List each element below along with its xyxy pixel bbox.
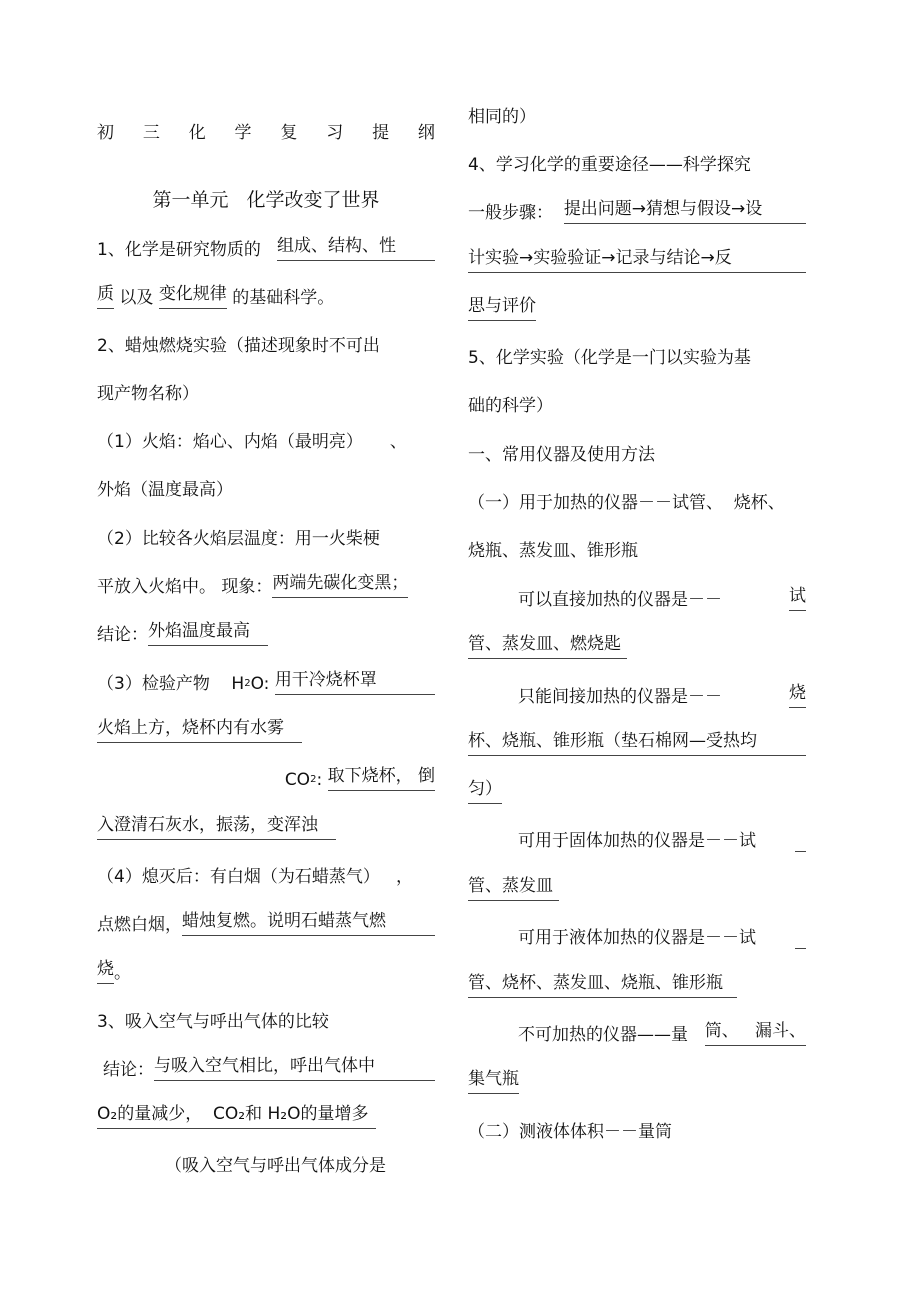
answer: 集气瓶 — [468, 1068, 519, 1094]
text-line — [97, 379, 435, 405]
text: 一、常用仪器及使用方法 — [468, 445, 655, 465]
text-line — [97, 910, 435, 936]
text-line — [468, 488, 806, 514]
title-char: 学 — [234, 123, 252, 143]
text: （1）火焰：焰心、内焰（最明亮） 、 — [97, 432, 407, 452]
answer: 烧 — [789, 682, 806, 708]
answer: 取下烧杯， 倒 — [328, 765, 435, 791]
answer: 变化规律 — [159, 283, 227, 309]
title-char: 三 — [142, 123, 160, 143]
text: 可用于液体加热的仪器是－－试 — [518, 928, 756, 948]
text-line — [468, 826, 806, 852]
text-line — [97, 475, 435, 501]
text-line — [468, 295, 806, 321]
answer: 用干冷烧杯罩 — [275, 669, 435, 695]
text-line — [468, 150, 806, 176]
title-char: 初 — [97, 123, 114, 143]
text: （二）测液体体积－－量筒 — [468, 1122, 672, 1142]
text: 。 — [114, 963, 131, 983]
text: 以及 — [114, 288, 159, 308]
answer: 入澄清石灰水，振荡，变浑浊 — [97, 814, 336, 840]
text: CO — [284, 770, 311, 790]
text-line — [97, 620, 435, 646]
title-char: 化 — [188, 123, 206, 143]
text: 一般步骤： — [468, 203, 564, 223]
text-line — [97, 862, 435, 888]
answer: 试 — [789, 585, 806, 611]
text: （一）用于加热的仪器－－试管、 烧杯、 — [468, 493, 785, 513]
answer: 管、烧杯、蒸发皿、烧瓶、锥形瓶 — [468, 972, 737, 998]
text: 只能间接加热的仪器是－－ — [518, 687, 722, 707]
answer: 杯、烧瓶、锥形瓶（垫石棉网—受热均 — [468, 730, 806, 756]
answer: 提出问题→猜想与假设→设 — [564, 198, 806, 224]
text-line — [468, 102, 806, 128]
text-line — [468, 730, 806, 756]
text: : — [316, 770, 328, 790]
text: 1、化学是研究物质的 — [97, 240, 278, 260]
text: 外焰（温度最高） — [97, 480, 233, 500]
text-line — [468, 923, 806, 949]
title-char: 纲 — [417, 123, 435, 143]
text: 平放入火焰中。 现象： — [97, 577, 273, 597]
text: 现产物名称） — [97, 384, 199, 404]
text-line — [97, 1103, 435, 1129]
text-line — [97, 283, 435, 309]
text: （4）熄灭后：有白烟（为石蜡蒸气） ， — [97, 867, 414, 887]
title-char: 提 — [372, 123, 390, 143]
answer: 质 — [97, 283, 114, 309]
text-line — [468, 343, 806, 369]
text: 5、化学实验（化学是一门以实验为基 — [468, 348, 751, 368]
document-title — [97, 118, 435, 144]
text-line — [97, 669, 435, 695]
text-line — [468, 682, 806, 708]
text: 结论： — [103, 1060, 154, 1080]
answer: O₂的量减少， CO₂和 H₂O的量增多 — [97, 1103, 376, 1129]
text: （2）比较各火焰层温度：用一火柴梗 — [97, 529, 380, 549]
answer: 两端先碳化变黑； — [272, 572, 408, 598]
text: 不可加热的仪器——量 — [518, 1025, 688, 1045]
text: 3、吸入空气与呼出气体的比较 — [97, 1012, 329, 1032]
text: 可以直接加热的仪器是－－ — [518, 590, 722, 610]
text: 结论： — [97, 625, 148, 645]
text-line — [97, 331, 435, 357]
title-char: 习 — [326, 123, 344, 143]
subscript: 2 — [244, 678, 251, 689]
text-line — [468, 536, 806, 562]
text: （3）检验产物 H — [97, 674, 245, 694]
text: 可用于固体加热的仪器是－－试 — [518, 831, 756, 851]
text-line — [468, 1117, 806, 1143]
text-line — [468, 875, 806, 901]
text: （吸入空气与呼出气体成分是 — [165, 1156, 386, 1176]
answer: 筒、 漏斗、 — [705, 1020, 806, 1046]
text-line — [468, 972, 806, 998]
text-line — [468, 198, 806, 224]
text-line — [468, 247, 806, 273]
text: 的基础科学。 — [226, 288, 335, 308]
subscript: 2 — [310, 774, 317, 785]
text: 相同的） — [468, 107, 536, 127]
text-line — [97, 1151, 435, 1177]
text: 点燃白烟， — [97, 915, 182, 935]
answer: 思与评价 — [468, 295, 536, 321]
text-line — [97, 765, 435, 791]
text: O: — [250, 674, 275, 694]
text: 2、蜡烛燃烧实验（描述现象时不可出 — [97, 336, 380, 356]
answer: 管、蒸发皿 — [468, 875, 559, 901]
unit-title: 第一单元 化学改变了世界 — [152, 189, 380, 211]
text-line — [97, 1055, 435, 1081]
text-line — [468, 585, 806, 611]
text: 础的科学） — [468, 396, 553, 416]
text-line — [97, 235, 435, 261]
title-char: 复 — [280, 123, 298, 143]
text-line — [97, 1007, 435, 1033]
answer: 外焰温度最高 — [148, 620, 268, 646]
text-line — [468, 778, 806, 804]
answer: 匀） — [468, 778, 502, 804]
text-line — [468, 440, 806, 466]
answer — [795, 826, 806, 852]
answer — [795, 923, 806, 949]
answer: 火焰上方，烧杯内有水雾 — [97, 717, 302, 743]
answer: 烧 — [97, 958, 114, 984]
text-line — [468, 1068, 806, 1094]
text-line — [97, 958, 435, 984]
text-line — [97, 717, 435, 743]
text-line — [468, 633, 806, 659]
text-line — [97, 524, 435, 550]
answer: 蜡烛复燃。说明石蜡蒸气燃 — [182, 910, 435, 936]
text-line — [97, 814, 435, 840]
unit-heading — [97, 185, 435, 211]
text: 4、学习化学的重要途径——科学探究 — [468, 155, 751, 175]
answer: 组成、结构、性 — [277, 235, 435, 261]
answer: 管、蒸发皿、燃烧匙 — [468, 633, 627, 659]
answer: 计实验→实验验证→记录与结论→反 — [468, 247, 806, 273]
text-line — [468, 1020, 806, 1046]
text-line — [97, 427, 435, 453]
text-line — [97, 572, 435, 598]
text: 烧瓶、蒸发皿、锥形瓶 — [468, 541, 638, 561]
answer: 与吸入空气相比，呼出气体中 — [154, 1055, 435, 1081]
text-line — [468, 391, 806, 417]
